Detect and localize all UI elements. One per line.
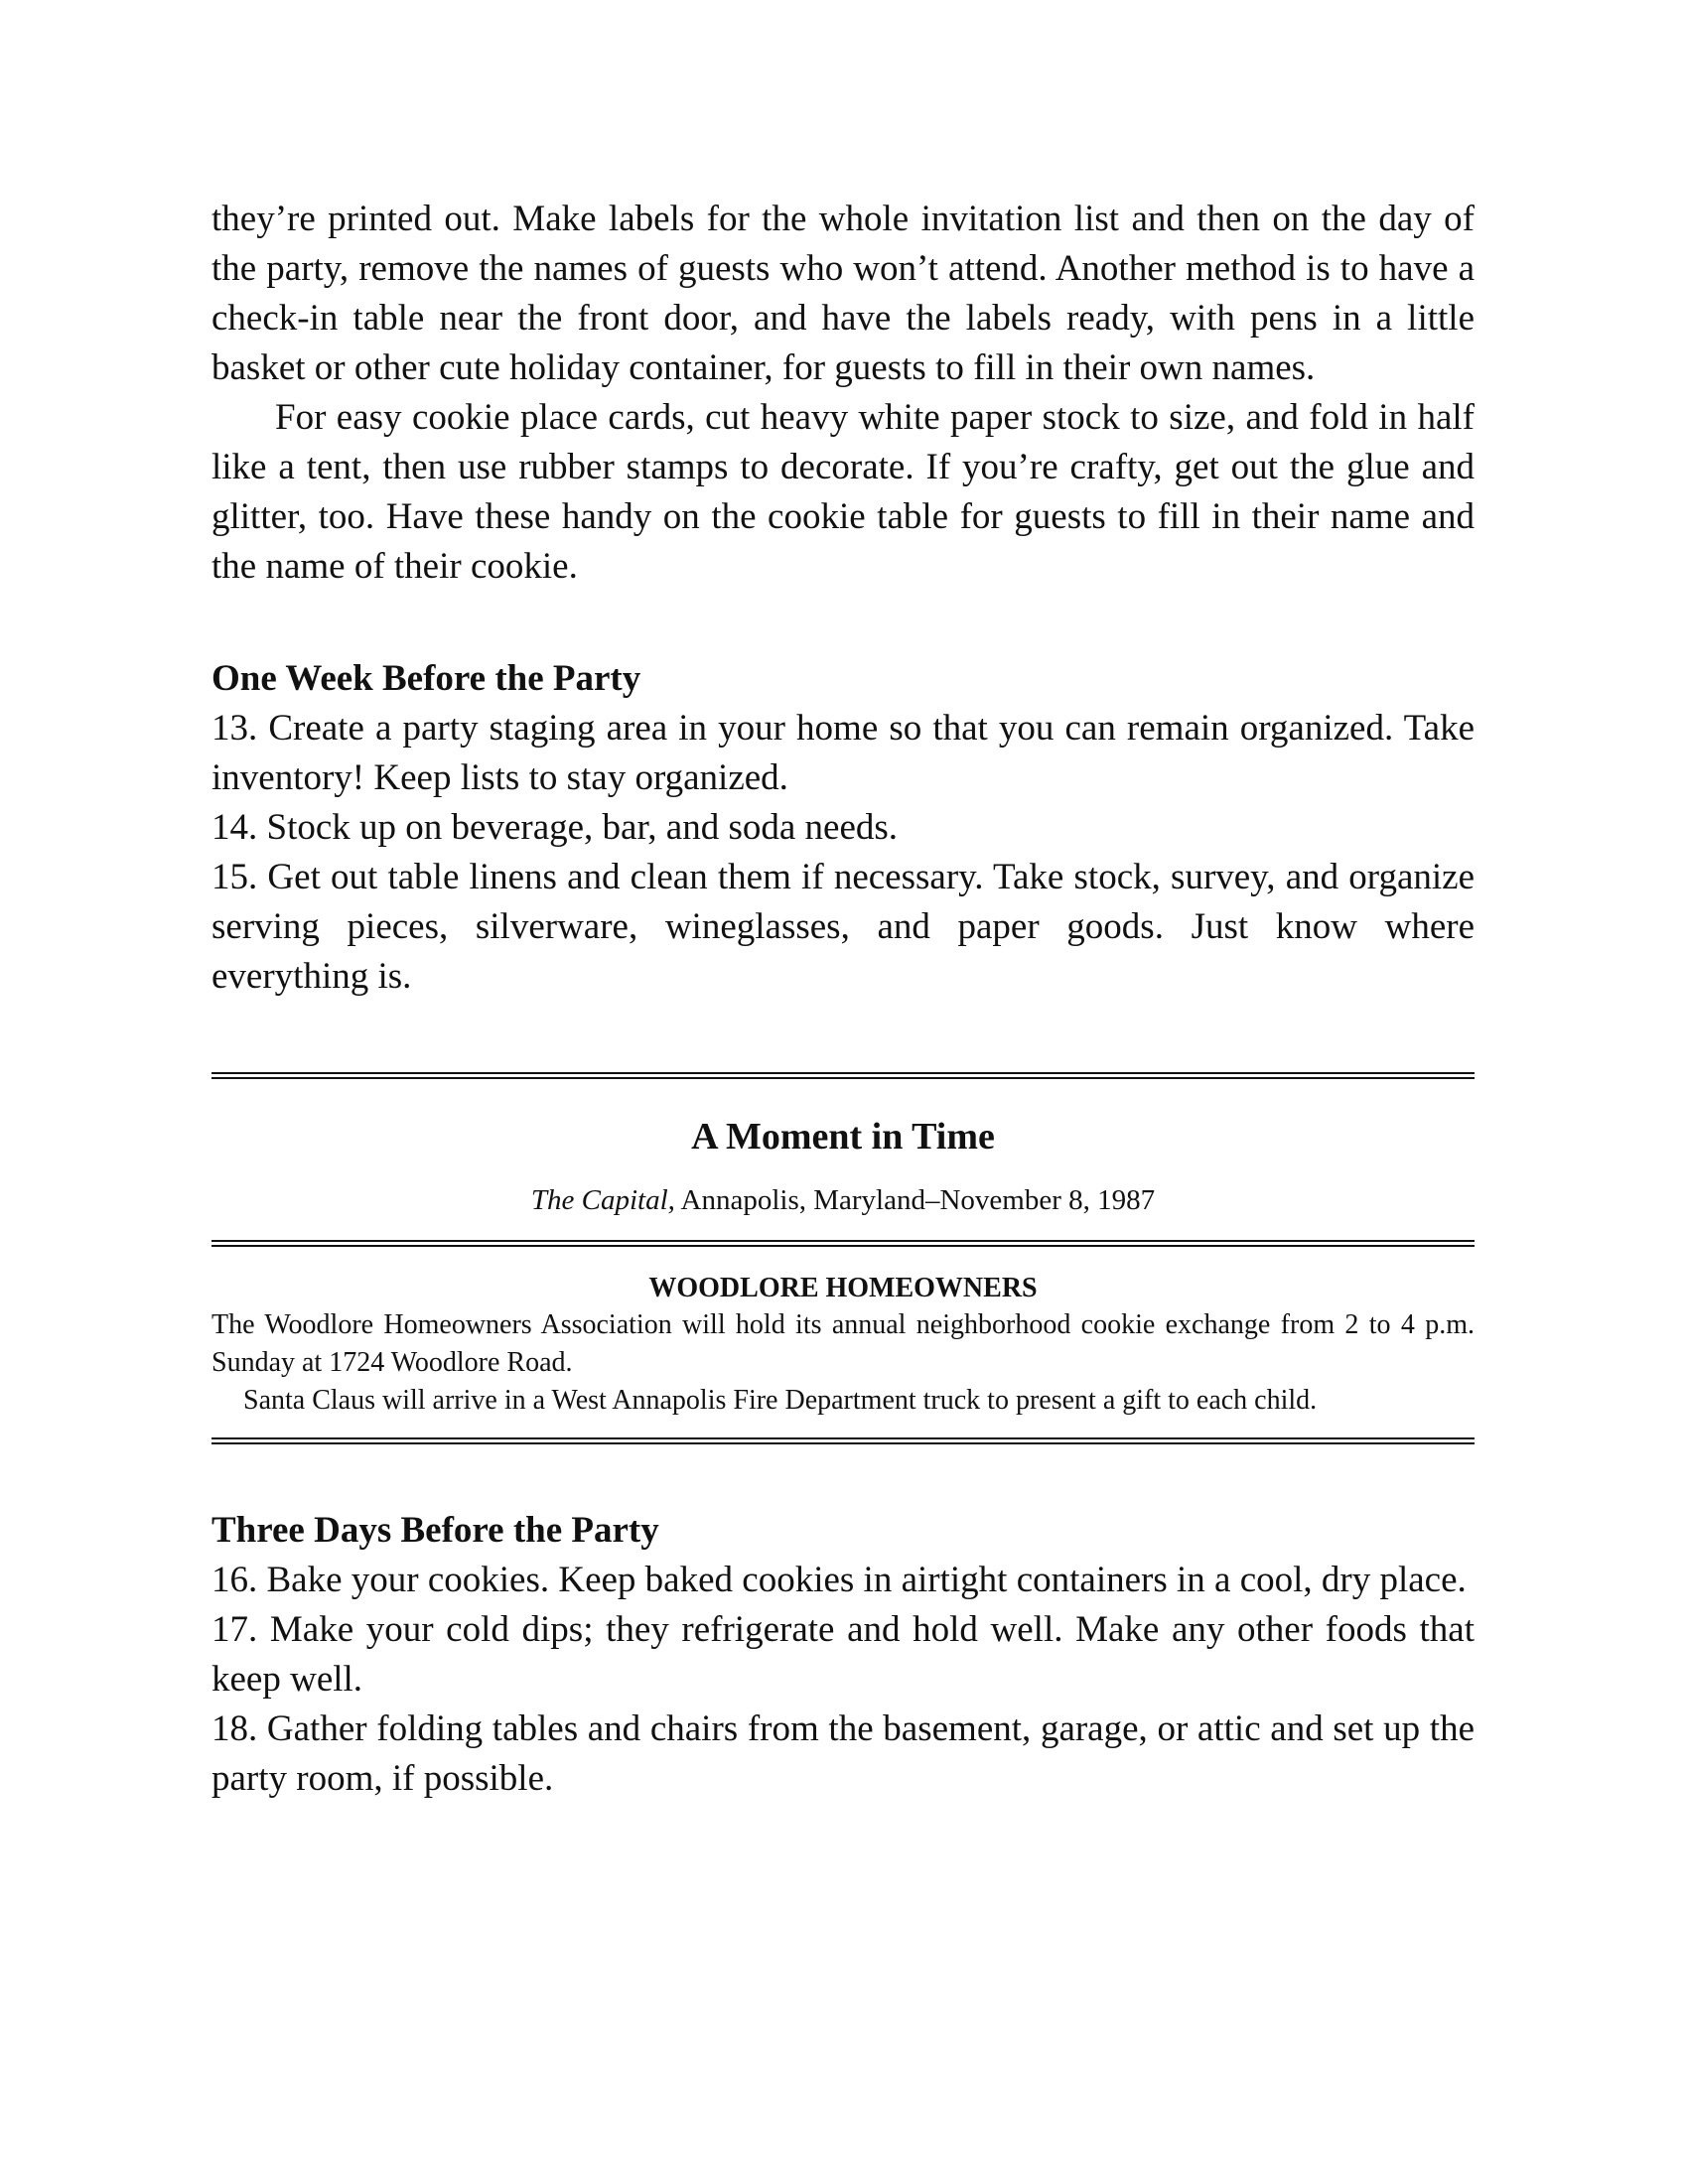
source-location-date: Annapolis, Maryland–November 8, 1987	[674, 1184, 1156, 1216]
source-publication: The Capital,	[530, 1184, 675, 1216]
clipping-paragraph-1: The Woodlore Homeowners Association will hold its annual neighborhood cookie exchange from 2 to 4 p.m. Sunday at 1724 Woodlore Road.	[211, 1309, 1475, 1378]
list-item-13: 13. Create a party staging area in your home so that you can remain organized. Take inventory! Keep lists to stay organized.	[211, 708, 1475, 798]
list-item-17: 17. Make your cold dips; they refrigerate and hold well. Make any other foods that keep well.	[211, 1609, 1475, 1700]
sidebar-top-rule	[211, 1072, 1475, 1079]
sidebar-source	[211, 1182, 1475, 1218]
clipping-paragraph-2: Santa Claus will arrive in a West Annapolis Fire Department truck to present a gift to each child.	[243, 1385, 1318, 1416]
list-item-15: 15. Get out table linens and clean them if necessary. Take stock, survey, and organize serving pieces, silverware, wineglasses, and paper goods. Just know where everything is.	[211, 857, 1475, 997]
section-heading-one-week: One Week Before the Party	[211, 658, 641, 699]
intro-paragraph-1: they’re printed out. Make labels for the whole invitation list and then on the day of the party, remove the names of guests who won’t attend. Another method is to have a check-in table near the front door, and have the labels ready, with pens in a little basket or other cute holiday container, for guests to fill in their own names.	[211, 199, 1475, 388]
page-content	[211, 195, 1475, 1804]
section-heading-three-days: Three Days Before the Party	[211, 1510, 659, 1551]
clipping-heading: WOODLORE HOMEOWNERS	[648, 1273, 1038, 1303]
sidebar-middle-rule	[211, 1240, 1475, 1247]
list-item-16: 16. Bake your cookies. Keep baked cookies in airtight containers in a cool, dry place.	[211, 1560, 1467, 1600]
moment-in-time-sidebar	[211, 1072, 1475, 1444]
intro-paragraph-2: For easy cookie place cards, cut heavy white paper stock to size, and fold in half like a tent, then use rubber stamps to decorate. If you’re crafty, get out the glue and glitter, too. Have these handy on the cookie table for guests to fill in their name and the name of their cookie.	[211, 397, 1475, 587]
sidebar-title: A Moment in Time	[691, 1116, 995, 1158]
list-item-14: 14. Stock up on beverage, bar, and soda needs.	[211, 807, 899, 848]
list-item-18: 18. Gather folding tables and chairs from the basement, garage, or attic and set up the party room, if possible.	[211, 1708, 1475, 1799]
sidebar-bottom-rule	[211, 1437, 1475, 1444]
